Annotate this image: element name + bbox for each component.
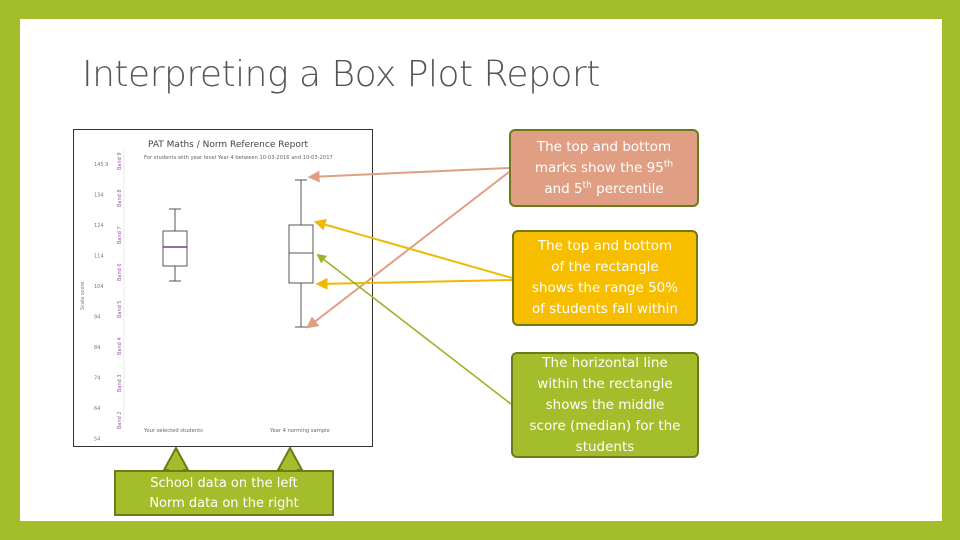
report-title: PAT Maths / Norm Reference Report [148, 140, 309, 150]
callout-percentile [509, 129, 699, 207]
y-tick-label: 54 [94, 436, 101, 443]
callout-percentile-line1: The top and bottom [536, 138, 672, 155]
y-tick-label: 94 [94, 314, 101, 321]
callout-percentile-line2-text: marks show the 95 [534, 159, 664, 176]
callout-median [511, 352, 699, 458]
callout-percentile-line3-text: and 5 [544, 180, 583, 197]
y-tick-label: 134 [94, 192, 104, 199]
callout-median-line5: students [575, 438, 635, 455]
callout-percentile-line2 [535, 158, 673, 179]
y-tick-label: 84 [94, 345, 101, 351]
y-tick-label: 104 [94, 284, 104, 290]
band-label: Band 4 [117, 337, 123, 355]
band-label: Band 7 [117, 226, 123, 244]
callout-school-norm [114, 470, 334, 516]
y-axis-label: Scale score [80, 281, 86, 310]
callout-school-norm-line1: School data on the left [150, 476, 298, 491]
y-tick-label: 114 [94, 253, 104, 260]
x-label-norm: Year 4 norming sample [270, 428, 330, 434]
callout-rectangle-line4: of students fall within [531, 301, 678, 317]
box [289, 225, 313, 283]
band-label: Band 3 [117, 374, 123, 392]
callout-school-norm-line2: Norm data on the right [149, 496, 299, 511]
callout-median-line1: The horizontal line [542, 354, 668, 371]
callout-percentile-line3-tail: percentile [591, 180, 664, 197]
callout-median-line3: shows the middle [545, 396, 665, 413]
callout-percentile-sup2: th [582, 180, 592, 190]
band-label: Band 6 [117, 263, 123, 281]
y-tick-labels [94, 162, 108, 443]
band-label: Band 5 [117, 300, 123, 318]
callout-median-line4: score (median) for the [529, 417, 681, 434]
callout-median-line2: within the rectangle [537, 375, 673, 392]
box-plot-norm [289, 180, 313, 327]
callout-rectangle-line1: The top and bottom [537, 238, 673, 254]
y-tick-label: 64 [94, 406, 101, 412]
callout-rectangle-line2: of the rectangle [551, 259, 659, 275]
report-subtitle: For students with year level Year 4 between 10-03-2016 and 10-03-2017 [144, 155, 333, 161]
y-tick-label: 124 [94, 223, 104, 229]
x-label-school: Your selected students [144, 428, 203, 434]
box [163, 231, 187, 266]
y-tick-label: 74 [94, 375, 101, 382]
band-label: Band 2 [117, 411, 123, 429]
box-plot-report-image [73, 129, 373, 447]
box-plot-chart [74, 130, 373, 447]
slide-title: Interpreting a Box Plot Report [82, 54, 600, 95]
callout-rectangle [512, 230, 698, 326]
band-label: Band 9 [117, 152, 123, 170]
callout-percentile-sup1: th [663, 159, 674, 169]
callout-rectangle-line3: shows the range 50% [531, 280, 679, 296]
band-label: Band 8 [117, 189, 123, 207]
callout-percentile-line3 [535, 179, 673, 200]
y-tick-label: 145.9 [94, 162, 109, 168]
box-plot-school [163, 209, 187, 281]
band-labels [117, 152, 123, 429]
